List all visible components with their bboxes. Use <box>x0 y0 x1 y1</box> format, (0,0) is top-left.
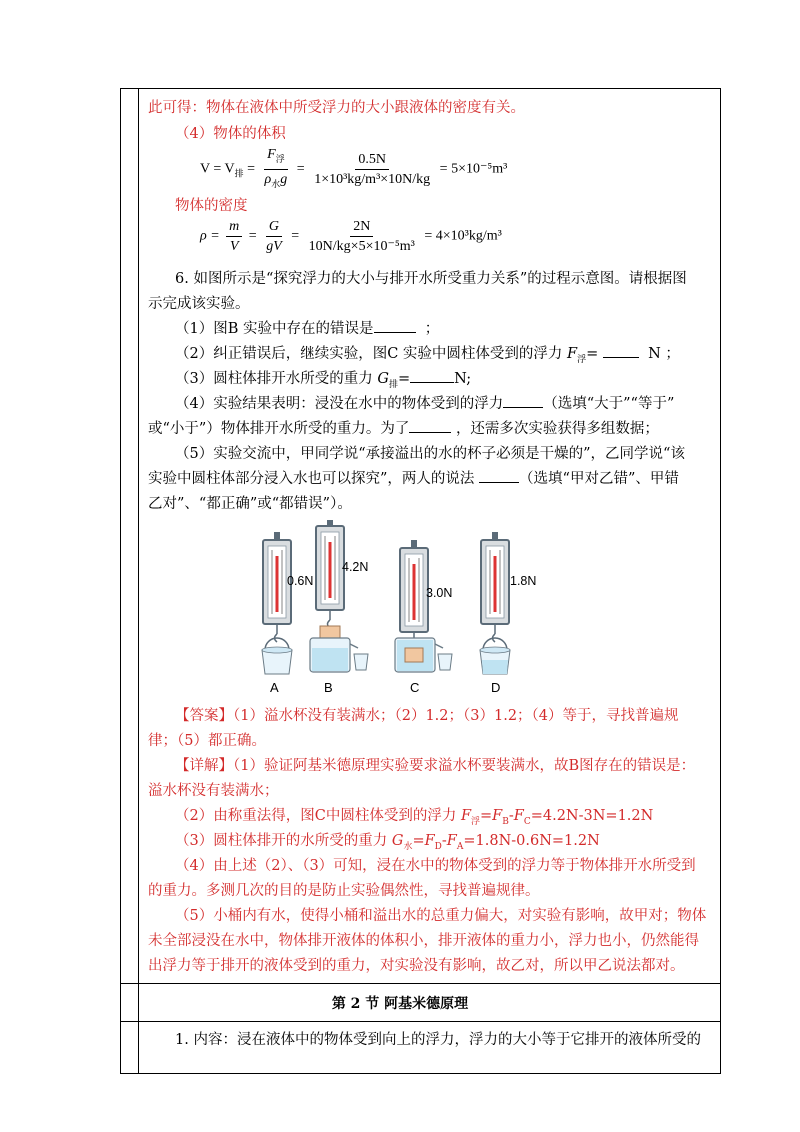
reading-c: 3.0N <box>426 586 453 600</box>
spring-scale-d <box>480 532 510 674</box>
detail-line: （4）由上述（2）、（3）可知，浸在水中的物体受到的浮力等于物体排开水所受到 <box>175 858 696 874</box>
formula-density: ρ = $\frac{m}{V}$ = $\frac{G}{gV}$ = $\frac{2N}{\text{10N/kg×5×10⁻⁵m³}}$ = 4×10³kg/m³ <box>200 219 502 254</box>
detail-line: 【详解】（1）验证阿基米德原理实验要求溢水杯要装满水，故B图存在的错误是： <box>175 758 696 774</box>
caption-b: B <box>324 680 333 695</box>
text-line: 示完成该实验。 <box>148 296 250 312</box>
detail-line: （5）小桶内有水，使得小桶和溢出水的总重力偏大，对实验有影响，故甲对；物体 <box>175 908 707 924</box>
reading-a: 0.6N <box>287 574 314 588</box>
answer-blank[interactable] <box>410 382 454 383</box>
caption-d: D <box>491 680 501 695</box>
table-row-divider-2 <box>120 1021 721 1022</box>
text-line: （4）物体的体积 <box>175 126 286 142</box>
answer-blank[interactable] <box>479 482 519 483</box>
section-title: 第 2 节 阿基米德原理 <box>331 996 469 1012</box>
answer-line: 律；（5）都正确。 <box>148 733 266 749</box>
detail-line: 出浮力等于排开的液体受到的重力，对实验没有影响，故乙对，所以甲乙说法都对。 <box>148 958 685 974</box>
spring-scale-c <box>395 540 452 672</box>
reading-d: 1.8N <box>510 574 537 588</box>
question-5: （5）实验交流中，甲同学说“承接溢出的水的杯子必须是干燥的”，乙同学说“该 <box>175 446 685 462</box>
detail-line: 的重力。多测几次的目的是防止实验偶然性，寻找普遍规律。 <box>148 883 540 899</box>
text-line: 物体的密度 <box>175 198 248 214</box>
answer-blank[interactable] <box>374 332 416 333</box>
detail-line: 未全部浸没在水中，物体排开液体的体积小，排开液体的重力小，浮力也小，仍然能得 <box>148 933 699 949</box>
reading-b: 4.2N <box>342 560 369 574</box>
experiment-figure <box>250 520 540 698</box>
text-line: 此可得：物体在液体中所受浮力的大小跟液体的密度有关。 <box>148 100 525 116</box>
caption-c: C <box>410 680 420 695</box>
question-4: （4）实验结果表明：浸没在水中的物体受到的浮力 （选填“大于”“等于” <box>175 396 675 412</box>
answer-line: 【答案】（1）溢水杯没有装满水；（2）1.2；（3）1.2；（4）等于，寻找普遍规 <box>175 708 679 724</box>
detail-line: 溢水杯没有装满水； <box>148 783 279 799</box>
detail-line: （2）由称重法得，图C中圆柱体受到的浮力 $F_浮=F_B-F_C=4.2N-3N=1.2N$ <box>175 808 654 827</box>
spring-scale-b <box>310 520 368 672</box>
question-5-cont: 实验中圆柱体部分浸入水也可以探究”，两人的说法 （选填“甲对乙错”、甲错 <box>148 471 679 487</box>
question-4-cont: 或“小于”）物体排开水所受的重力。为了 ，还需多次实验获得多组数据； <box>148 421 659 437</box>
question-3: （3）圆柱体排开水所受的重力 $G_排= N$; <box>175 371 472 390</box>
question-1: （1）图B 实验中存在的错误是 ； <box>175 321 440 337</box>
question-5-cont2: 乙对”、“都正确”或“都错误”）。 <box>148 496 352 512</box>
content-line: 1. 内容：浸在液体中的物体受到向上的浮力，浮力的大小等于它排开的液体所受的 <box>175 1032 701 1048</box>
caption-a: A <box>270 680 279 695</box>
table-column-divider <box>138 88 139 1074</box>
answer-blank[interactable] <box>503 407 543 408</box>
answer-blank[interactable] <box>409 432 451 433</box>
question-2: （2）纠正错误后，继续实验，图C 实验中圆柱体受到的浮力 $F_浮=$ N ； <box>175 346 680 365</box>
text-line: 6. 如图所示是“探究浮力的大小与排开水所受重力关系”的过程示意图。请根据图 <box>175 271 687 287</box>
spring-scale-a <box>262 532 292 674</box>
formula-volume: $V = V_排$ = $\frac{F_浮}{\rho_水g}$ = $\frac{0.5N}{\text{1×10³kg/m³×10N/kg}}$ = 5×10⁻⁵m³ <box>200 147 508 189</box>
answer-blank[interactable] <box>603 357 639 358</box>
table-row-divider <box>120 983 721 984</box>
detail-line: （3）圆柱体排开的水所受的重力 $G_水=F_D-F_A=1.8N-0.6N=1.2N$ <box>175 833 600 852</box>
